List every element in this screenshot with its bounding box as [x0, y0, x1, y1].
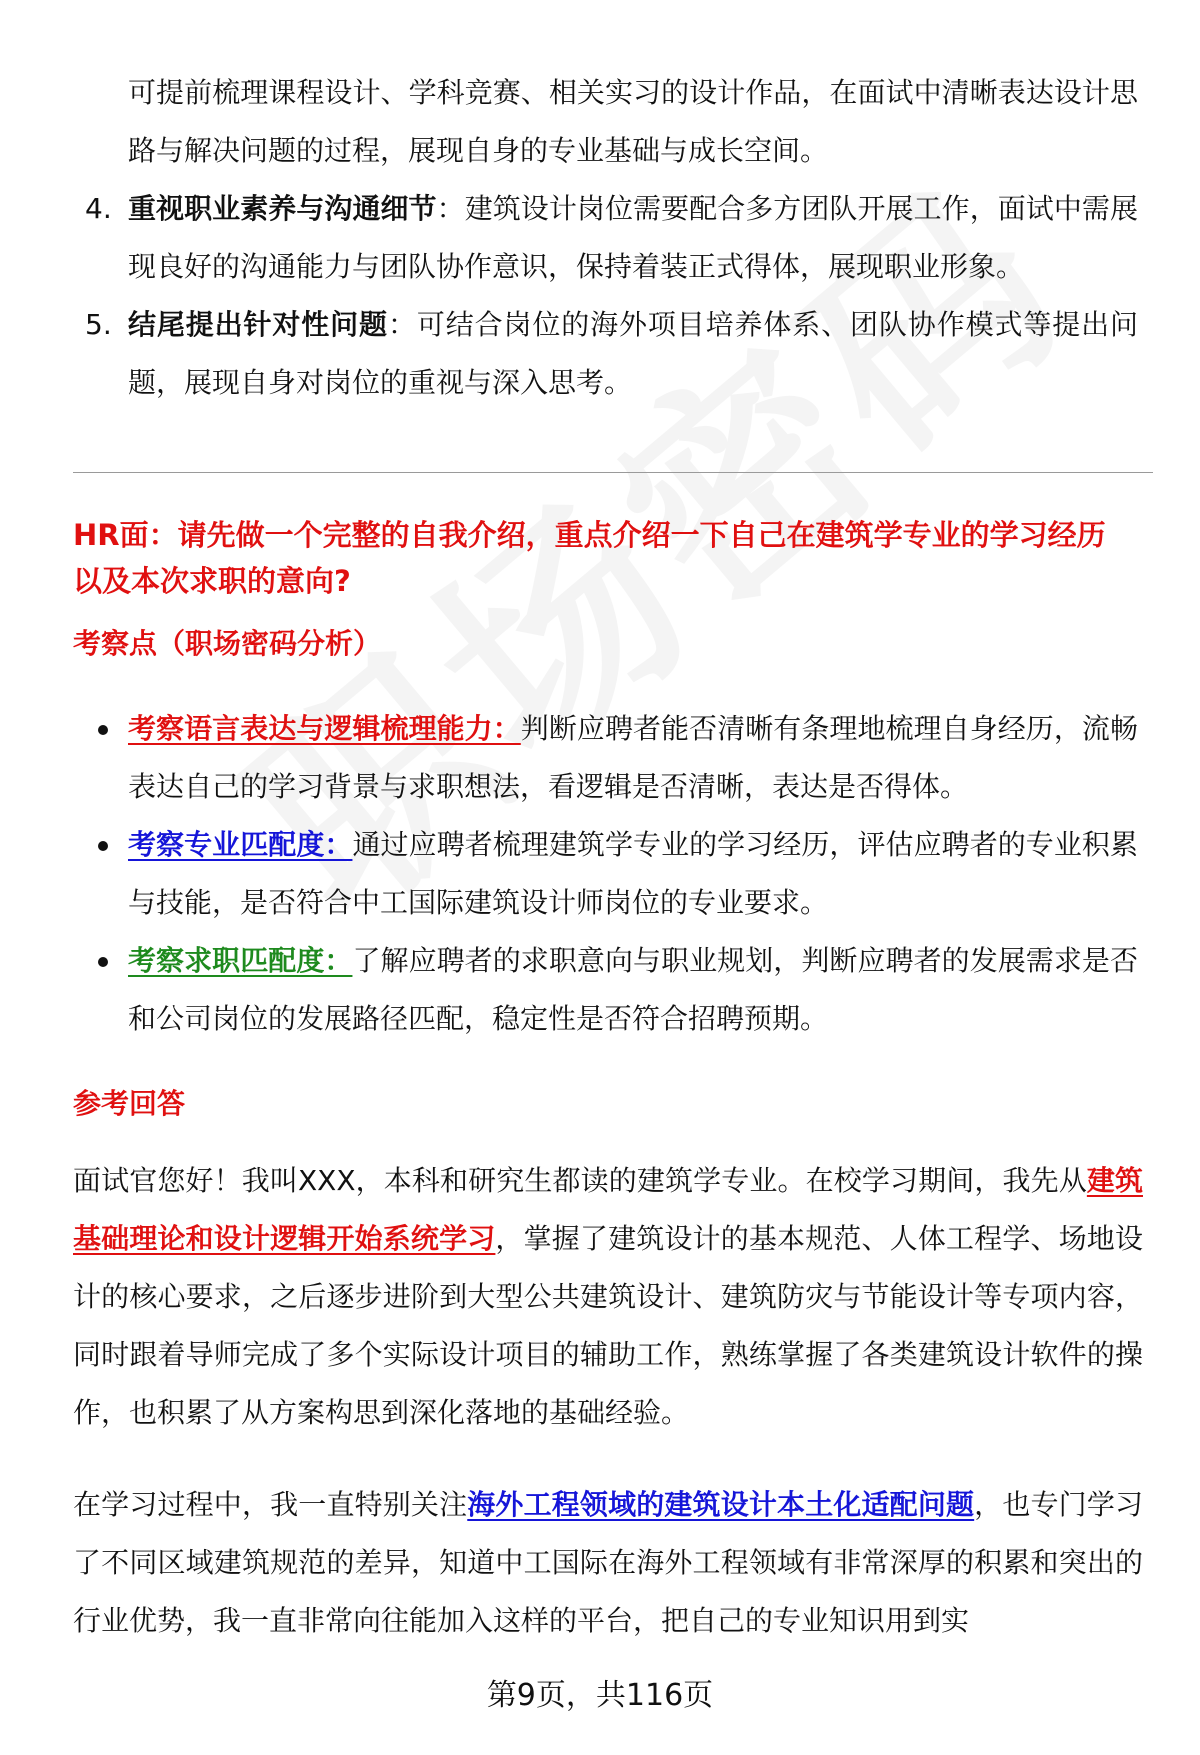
bullet-tag: 考察求职匹配度：	[128, 944, 353, 977]
section-divider	[73, 472, 1153, 473]
list-item-title: 重视职业素养与沟通细节	[128, 192, 437, 225]
list-item-text: 建筑设计岗位需要配合多方团队开展工作，面试中需展现良好的沟通能力与团队协作意识，保持着装正式得体，展现职业形象。	[128, 192, 1138, 283]
bullet-text: 通过应聘者梳理建筑学专业的学习经历，评估应聘者的专业积累与技能，是否符合中工国际建筑设计师岗位的专业要求。	[128, 828, 1138, 919]
answer-text: 面试官您好！我叫XXX，本科和研究生都读的建筑学专业。在校学习期间，我先从	[73, 1164, 1087, 1197]
bullet-dot-icon	[98, 725, 108, 735]
bullet-tag: 考察语言表达与逻辑梳理能力：	[128, 712, 521, 745]
page-footer: 第9页，共116页	[486, 1678, 714, 1713]
answer-highlight: 建筑基础理论和设计逻辑开始系统学习	[73, 1164, 1143, 1255]
bullet-item	[73, 816, 1138, 932]
list-item-4	[73, 180, 1138, 296]
document-page	[73, 0, 1153, 412]
bullet-text: 了解应聘者的求职意向与职业规划，判断应聘者的发展需求是否和公司岗位的发展路径匹配，稳定性是否符合招聘预期。	[128, 944, 1138, 1035]
list-item-5	[73, 296, 1138, 412]
reference-answer-title: 参考回答	[73, 1087, 186, 1120]
list-number: 5.	[85, 308, 112, 341]
bullet-tag: 考察专业匹配度：	[128, 828, 353, 861]
bullet-dot-icon	[98, 841, 108, 851]
list-item-sep: ：	[387, 308, 417, 341]
top-paragraph: 可提前梳理课程设计、学科竞赛、相关实习的设计作品，在面试中清晰表达设计思路与解决问题的过程，展现自身的专业基础与成长空间。	[128, 76, 1138, 167]
list-item-sep: ：	[436, 192, 465, 225]
list-item-title: 结尾提出针对性问题	[128, 308, 388, 341]
bullet-dot-icon	[98, 957, 108, 967]
list-item-text: 可结合岗位的海外项目培养体系、团队协作模式等提出问题，展现自身对岗位的重视与深入思考。	[128, 308, 1138, 399]
exam-points-title: 考察点（职场密码分析）	[73, 627, 382, 660]
list-number: 4.	[85, 192, 112, 225]
exam-points-list	[73, 700, 1153, 1048]
answer-text: ，掌握了建筑设计的基本规范、人体工程学、场地设计的核心要求，之后逐步进阶到大型公共建筑设计、建筑防灾与节能设计等专项内容，同时跟着导师完成了多个实际设计项目的辅助工作，熟练掌握了各类建筑设计软件的操作，也积累了从方案构思到深化落地的基础经验。	[73, 1222, 1143, 1429]
bullet-item	[73, 932, 1138, 1048]
bullet-text: 判断应聘者能否清晰有条理地梳理自身经历，流畅表达自己的学习背景与求职想法，看逻辑是否清晰，表达是否得体。	[128, 712, 1138, 803]
bullet-item	[73, 700, 1138, 816]
answer-text: ，也专门学习了不同区域建筑规范的差异，知道中工国际在海外工程领域有非常深厚的积累和突出的行业优势，我一直非常向往能加入这样的平台，把自己的专业知识用到实	[73, 1488, 1143, 1637]
answer-paragraph-2	[73, 1476, 1143, 1650]
answer-text: 在学习过程中，我一直特别关注	[73, 1488, 468, 1521]
answer-paragraph-1	[73, 1152, 1143, 1442]
interview-question: HR面：请先做一个完整的自我介绍，重点介绍一下自己在建筑学专业的学习经历以及本次求职的意向?	[73, 518, 1106, 598]
answer-highlight: 海外工程领域的建筑设计本土化适配问题	[467, 1488, 975, 1521]
